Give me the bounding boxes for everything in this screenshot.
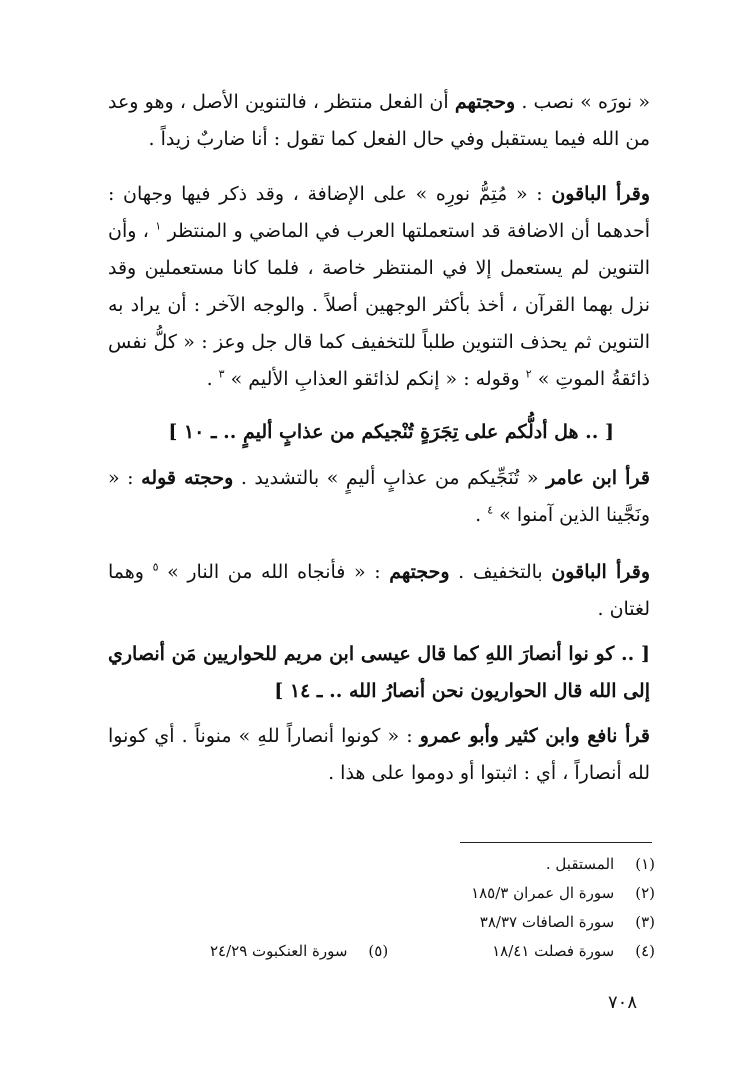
- footnote-ref-2[interactable]: ٢: [525, 367, 532, 381]
- footnote-ref-3[interactable]: ٣: [218, 367, 225, 381]
- paragraph-1: [108, 84, 650, 158]
- para1-hujjah: وحجتهم: [454, 91, 516, 113]
- para4-text-3: وهما لغتان .: [108, 561, 650, 620]
- footnote-number: (٤): [635, 942, 655, 960]
- footnote-number: (٢): [635, 884, 655, 902]
- footnote-ref-5[interactable]: ٥: [152, 560, 159, 574]
- footnote-divider: [460, 842, 652, 843]
- footnotes: [210, 850, 655, 966]
- para4-hujjah: وحجتهم: [389, 561, 450, 583]
- para4-text-2: : « فأنجاه الله من النار »: [158, 561, 390, 583]
- footnote-text: المستقبل .: [545, 855, 615, 873]
- para1-text-c: أن الفعل منتظر ، فالتنوين الأصل ، وهو وعد من الله فيما يستقبل وفي حال الفعل كما تقول : أنا ضاربٌ زيداً .: [108, 91, 650, 150]
- footnote-row: [210, 908, 655, 937]
- footnote-text: سورة الصافات ٣٨/٣٧: [479, 913, 615, 931]
- paragraph-3: [108, 460, 650, 534]
- para2-lead: وقرأ الباقون: [551, 183, 651, 205]
- footnote-text: سورة العنكبوت ٢٤/٢٩: [210, 942, 348, 960]
- footnote-number: (٥): [368, 942, 389, 960]
- footnote-2: [471, 879, 655, 908]
- paragraph-2: [108, 176, 650, 398]
- page-number: ٧٠٨: [608, 992, 638, 1013]
- footnote-number: (٣): [635, 913, 655, 931]
- para2-text-3: وقوله : « إنكم لذائقو العذابِ الأليم »: [224, 368, 526, 390]
- footnote-number: (١): [635, 855, 655, 873]
- para3-text: « تُنَجِّيكم من عذابٍ أليمٍ » بالتشديد .: [233, 467, 547, 489]
- para4-lead: وقرأ الباقون: [551, 561, 650, 583]
- footnote-ref-4[interactable]: ٤: [487, 503, 494, 517]
- paragraph-4: [108, 554, 650, 628]
- footnote-row: [210, 937, 655, 966]
- para3-text-2: : « ونَجَّينا الذين آمنوا »: [108, 467, 650, 526]
- quran-verse-2: [ .. كو نوا أنصارَ اللهِ كما قال عيسى ابن مريم للحواريين مَن أنصاري إلى الله قال الحواريون نحن أنصارُ الله .. ـ ١٤ ]: [108, 643, 650, 702]
- para1-text-a: « نورَه » نصب .: [515, 91, 650, 113]
- para3-lead: قرأ ابن عامر: [546, 467, 650, 489]
- footnote-ref-1[interactable]: ١: [155, 219, 162, 233]
- quran-verse-1: [ .. هل أدلُّكم على تِجَرَةٍ تُنْجيكم من عذابٍ أليمٍ .. ـ ١٠ ]: [168, 421, 614, 443]
- para2-text-4: .: [206, 368, 219, 390]
- para3-hujjah: وحجته: [184, 467, 234, 489]
- para3-text-3: .: [475, 504, 488, 526]
- footnote-row: [210, 879, 655, 908]
- para4-text: بالتخفيف .: [449, 561, 552, 583]
- footnote-4: [492, 937, 655, 966]
- footnote-3: [480, 908, 655, 937]
- footnote-1: [546, 850, 655, 879]
- footnote-text: سورة ال عمران ١٨٥/٣: [471, 884, 615, 902]
- para2-text-2: ، وأن التنوين لم يستعمل إلا في المنتظر خاصة ، فلما كانا مستعملين وقد نزل بهما القرآن ، أخذ بأكثر الوجهين أصلاً . والوجه الآخر : أن يراد به التنوين ثم يحذف التنوين طلباً للتخفيف كما قال جل وعز : « كلُّ نفس ذائقةُ الموتِ »: [108, 220, 650, 390]
- footnote-text: سورة فصلت ١٨/٤١: [492, 942, 615, 960]
- para5-text: : « كونوا أنصاراً للهِ » منوناً . أي كونوا لله أنصاراً ، أي : اثبتوا أو دوموا على هذا .: [108, 725, 650, 784]
- para3-qawluh: قوله: [141, 467, 185, 489]
- footnote-row: [210, 850, 655, 879]
- paragraph-5: [108, 718, 650, 792]
- para2-text: : « مُتِمُّ نورِه » على الإضافة ، وقد ذكر فيها وجهان : أحدهما أن الاضافة قد استعملتها العرب في الماضي و المنتظر: [108, 183, 651, 242]
- para5-lead: قرأ نافع وابن كثير وأبو عمرو: [419, 725, 650, 747]
- footnote-5: [210, 937, 388, 966]
